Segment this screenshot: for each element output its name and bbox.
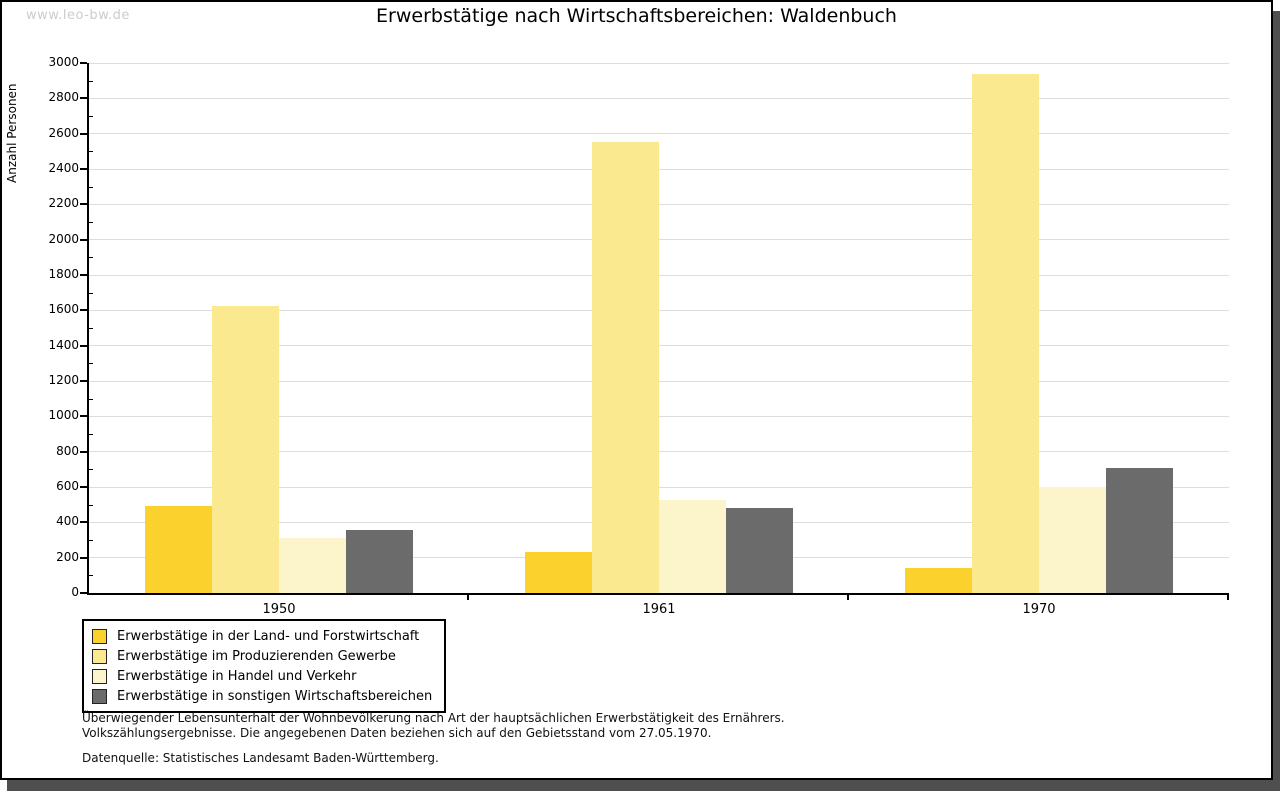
y-minor-tick [89,257,93,258]
legend-swatch [92,629,107,644]
y-major-tick [80,274,87,276]
y-tick-label: 1200 [48,373,79,387]
bar [525,552,592,593]
y-tick-label: 2200 [48,196,79,211]
legend-swatch [92,669,107,684]
bar [905,568,972,593]
y-major-tick [80,309,87,311]
y-tick-label: 1600 [48,302,79,317]
y-major-tick [80,415,87,417]
bar [592,142,659,593]
bar [1106,468,1173,593]
x-axis-tick [847,595,849,600]
y-tick-label: 2600 [48,125,79,140]
gridline [89,63,1229,64]
y-major-tick [80,62,87,64]
y-tick-label: 2000 [48,231,79,246]
y-minor-tick [89,434,93,435]
legend-label: Erwerbstätige im Produzierenden Gewerbe [117,648,396,664]
y-minor-tick [89,540,93,541]
bar [346,530,413,593]
gridline [89,239,1229,240]
y-tick-label: 200 [56,549,79,564]
legend [82,619,446,713]
gridline [89,133,1229,134]
y-minor-tick [89,328,93,329]
y-major-tick [80,380,87,382]
y-tick-label: 0 [71,585,79,599]
y-major-tick [80,239,87,241]
y-tick-label: 1800 [48,267,79,281]
gridline [89,204,1229,205]
y-minor-tick [89,505,93,506]
x-tick-label: 1970 [1022,602,1056,617]
y-minor-tick [89,151,93,152]
y-major-tick [80,521,87,523]
bar [1039,487,1106,593]
y-minor-tick [89,222,93,223]
y-major-tick [80,557,87,559]
footer-line-1: Überwiegender Lebensunterhalt der Wohnbevölkerung nach Art der hauptsächlichen Erwerbstätigkeit des Ernährers. [82,711,785,725]
bar [145,506,212,593]
gridline [89,275,1229,276]
y-major-tick [80,133,87,135]
y-minor-tick [89,363,93,364]
y-minor-tick [89,81,93,82]
y-minor-tick [89,575,93,576]
y-tick-label: 2400 [48,161,79,175]
x-axis-tick [1227,595,1229,600]
y-tick-label: 2800 [48,90,79,105]
x-tick-label: 1950 [262,602,296,617]
bar [212,306,279,593]
bar [726,508,793,593]
y-axis-label: Anzahl Personen [5,83,19,183]
y-tick-label: 800 [56,443,79,458]
legend-swatch [92,649,107,664]
y-minor-tick [89,399,93,400]
legend-item [92,686,432,706]
y-major-tick [80,486,87,488]
gridline [89,98,1229,99]
y-tick-label: 1400 [48,337,79,352]
x-axis-tick [467,595,469,600]
y-tick-label: 600 [56,479,79,493]
x-tick-label: 1961 [642,602,676,617]
y-tick-label: 3000 [48,55,79,69]
y-major-tick [80,451,87,453]
gridline [89,169,1229,170]
y-major-tick [80,203,87,205]
footer-line-2: Volkszählungsergebnisse. Die angegebenen Daten beziehen sich auf den Gebietsstand vom 27.05.1970. [82,726,712,740]
data-source-note: Datenquelle: Statistisches Landesamt Baden-Württemberg. [82,751,439,765]
legend-swatch [92,689,107,704]
legend-label: Erwerbstätige in Handel und Verkehr [117,668,357,684]
y-minor-tick [89,116,93,117]
bar [279,538,346,593]
legend-item [92,666,432,686]
legend-item [92,626,432,646]
y-minor-tick [89,293,93,294]
legend-item [92,646,432,666]
bar [659,500,726,593]
legend-label: Erwerbstätige in der Land- und Forstwirtschaft [117,628,420,644]
watermark: www.leo-bw.de [26,8,130,23]
bar [972,74,1039,593]
bar-chart-plot-area [48,55,1229,617]
y-major-tick [80,168,87,170]
footer-note [82,711,785,741]
y-major-tick [80,592,87,594]
chart-title: Erwerbstätige nach Wirtschaftsbereichen: Waldenbuch [376,5,897,27]
y-major-tick [80,345,87,347]
y-major-tick [80,97,87,99]
y-tick-label: 1000 [48,408,79,423]
y-minor-tick [89,187,93,188]
legend-label: Erwerbstätige in sonstigen Wirtschaftsbereichen [117,688,433,704]
y-tick-label: 400 [56,514,79,529]
y-minor-tick [89,469,93,470]
